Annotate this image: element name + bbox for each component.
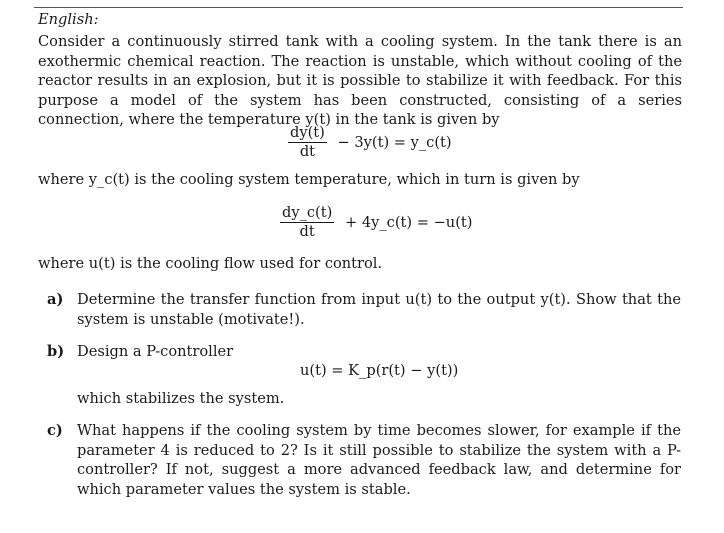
- item-b-label: b): [47, 343, 65, 360]
- eq1-rest: − 3y(t) = y_c(t): [337, 133, 452, 151]
- language-heading: English:: [38, 11, 99, 28]
- item-b-after: which stabilizes the system.: [77, 390, 285, 407]
- item-a-label: a): [47, 291, 64, 308]
- item-c-text: What happens if the cooling system by time becomes slower, for example if the parameter 4 is reduced to 2? Is it still possible to stabilize the system with a P-controller? If not, suggest a more advanced feedback law, and determine for which parameter values the system is stable.: [77, 422, 681, 498]
- top-rule: [34, 7, 683, 8]
- eq2-rest: + 4y_c(t) = −u(t): [344, 213, 473, 231]
- eq1-fraction: $\frac{dy(t)}{dt}$: [290, 124, 325, 160]
- item-a-text: Determine the transfer function from input u(t) to the output y(t). Show that the system is unstable (motivate!).: [77, 291, 681, 328]
- item-b-text: Design a P-controller: [77, 343, 234, 360]
- item-b-equation: u(t) = K_p(r(t) − y(t)): [300, 362, 459, 379]
- middle-paragraph-2: where u(t) is the cooling flow used for control.: [38, 255, 383, 272]
- equation-1: [288, 124, 452, 161]
- eq2-fraction: $\frac{dy\_c(t)}{dt}$: [282, 204, 333, 240]
- equation-2: [280, 204, 472, 241]
- item-c-label: c): [47, 422, 63, 439]
- intro-paragraph: Consider a continuously stirred tank with a cooling system. In the tank there is an exothermic chemical reaction. The reaction is unstable, which without cooling of the reactor results in an explosion, but it is possible to stabilize it with feedback. For this purpose a model of the system has been constructed, consisting of a series connection, where the temperature y(t) in the tank is given by: [38, 33, 682, 128]
- middle-paragraph-1: where y_c(t) is the cooling system temperature, which in turn is given by: [38, 171, 580, 188]
